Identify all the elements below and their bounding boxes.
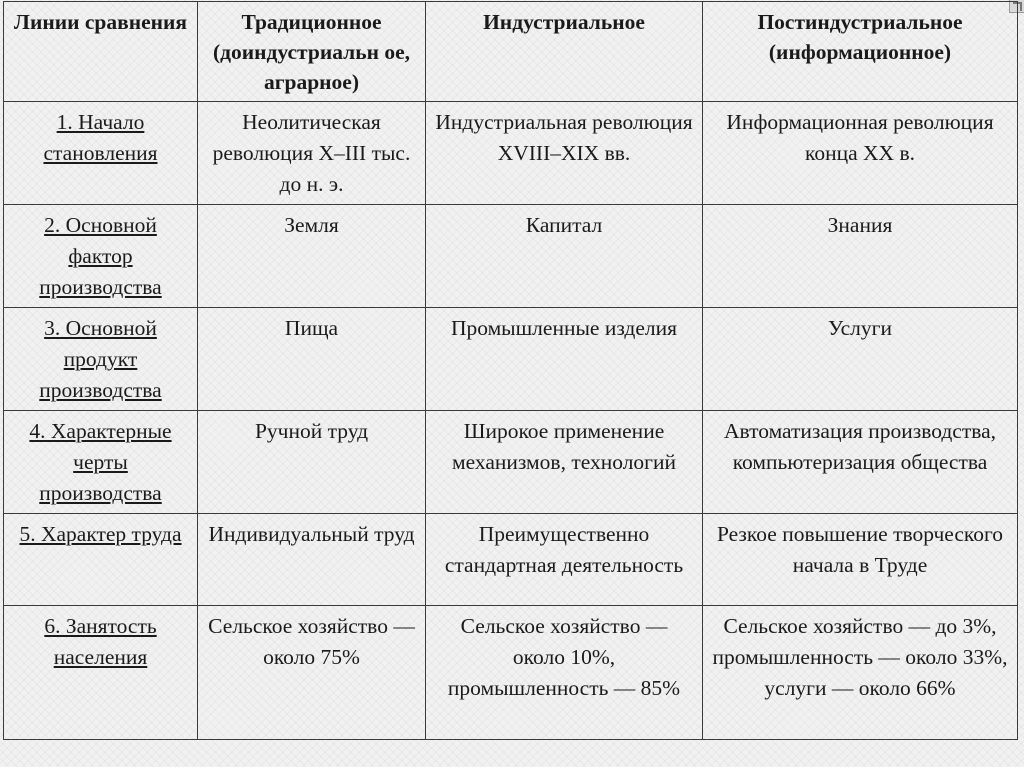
table-cell: Сельское хозяйство — около 10%, промышленность — 85% [426, 606, 703, 740]
table-cell: Неолитическая революция X–III тыс. до н. э. [198, 102, 426, 205]
table-cell: Сельское хозяйство — до 3%, промышленность — около 33%, услуги — около 66% [703, 606, 1018, 740]
table-cell: Ручной труд [198, 411, 426, 514]
header-cell-criteria: Линии сравнения [4, 2, 198, 102]
row-label-cell [4, 205, 198, 308]
table-cell: Сельское хозяйство — около 75% [198, 606, 426, 740]
table-cell: Информационная революция конца XX в. [703, 102, 1018, 205]
table-cell: Промышленные изделия [426, 308, 703, 411]
table-header-row [4, 2, 1018, 102]
table-cell: Капитал [426, 205, 703, 308]
header-cell-postindustrial: Постиндустриальное (информационное) [703, 2, 1018, 102]
row-label-link[interactable]: 5. Характер труда [19, 522, 182, 546]
row-label-cell [4, 606, 198, 740]
row-label-link[interactable]: 2. Основной фактор производства [39, 213, 162, 299]
table-cell: Земля [198, 205, 426, 308]
table-cell: Знания [703, 205, 1018, 308]
table-row [4, 205, 1018, 308]
comparison-table [3, 1, 1018, 740]
table-row [4, 514, 1018, 606]
table-cell: Преимущественно стандартная деятельность [426, 514, 703, 606]
header-cell-industrial: Индустриальное [426, 2, 703, 102]
table-cell: Индивидуальный труд [198, 514, 426, 606]
table-row [4, 411, 1018, 514]
table-cell: Резкое повышение творческого начала в Труде [703, 514, 1018, 606]
table-cell: Широкое применение механизмов, технологий [426, 411, 703, 514]
row-label-cell [4, 308, 198, 411]
row-label-link[interactable]: 4. Характерные черты производства [29, 419, 172, 505]
row-label-cell [4, 411, 198, 514]
table-row [4, 606, 1018, 740]
row-label-link[interactable]: 1. Начало становления [43, 110, 158, 165]
table-row [4, 308, 1018, 411]
table-cell: Услуги [703, 308, 1018, 411]
table-cell: Пища [198, 308, 426, 411]
row-label-link[interactable]: 6. Занятость населения [44, 614, 157, 669]
table-cell: Автоматизация производства, компьютеризация общества [703, 411, 1018, 514]
row-label-cell [4, 514, 198, 606]
row-label-link[interactable]: 3. Основной продукт производства [39, 316, 162, 402]
table-row [4, 102, 1018, 205]
table-cell: Индустриальная революция XVIII–XIX вв. [426, 102, 703, 205]
header-cell-traditional: Традиционное (доиндустриальн ое, аграрное) [198, 2, 426, 102]
row-label-cell [4, 102, 198, 205]
